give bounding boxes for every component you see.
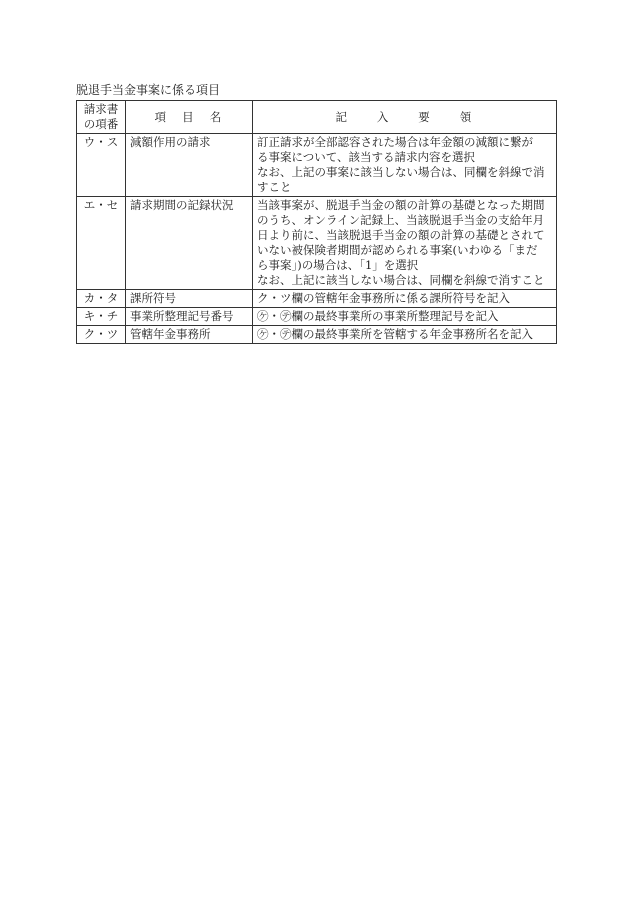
- row-item: 管轄年金事務所: [126, 326, 253, 344]
- header-number-line2: の項番: [83, 117, 119, 131]
- header-instructions: 記 入 要 領: [253, 101, 557, 134]
- instruction-line: 訂正請求が全部認容された場合は年金額の減額に繋が: [257, 135, 533, 149]
- instruction-line: ら事案」)の場合は、「1」を選択: [257, 258, 419, 272]
- instruction-line: のうち、オンライン記録上、当該脱退手当金の支給年月: [257, 213, 545, 227]
- table-row: [77, 197, 557, 290]
- row-instructions: [253, 134, 557, 197]
- table-row: [77, 134, 557, 197]
- instruction-line: ク・ツ欄の管轄年金事務所に係る課所符号を記入: [257, 291, 510, 305]
- instruction-line: いない被保険者期間が認められる事案(いわゆる「まだ: [257, 243, 538, 257]
- table-row: [77, 308, 557, 326]
- row-item: 事業所整理記号番号: [126, 308, 253, 326]
- row-number: カ・タ: [77, 290, 126, 308]
- row-instructions: [253, 326, 557, 344]
- row-number: ウ・ス: [77, 134, 126, 197]
- header-number: [77, 101, 126, 134]
- instruction-line: 当該事案が、脱退手当金の額の計算の基礎となった期間: [257, 198, 545, 212]
- row-number: キ・チ: [77, 308, 126, 326]
- header-item: 項 目 名: [126, 101, 253, 134]
- row-instructions: [253, 197, 557, 290]
- row-number: エ・セ: [77, 197, 126, 290]
- items-table: [76, 100, 557, 344]
- row-number: ク・ツ: [77, 326, 126, 344]
- row-item: 減額作用の請求: [126, 134, 253, 197]
- instruction-line: ㋘・㋢欄の最終事業所の事業所整理記号を記入: [257, 309, 499, 323]
- section-title: 脱退手当金事案に係る項目: [76, 83, 221, 97]
- row-item: 課所符号: [126, 290, 253, 308]
- instruction-line: ㋘・㋢欄の最終事業所を管轄する年金事務所名を記入: [257, 327, 533, 341]
- row-instructions: [253, 290, 557, 308]
- instruction-line: る事案について、該当する請求内容を選択: [257, 150, 476, 164]
- instruction-line: なお、上記の事案に該当しない場合は、同欄を斜線で消: [257, 165, 545, 179]
- table-row: [77, 290, 557, 308]
- instruction-line: すこと: [257, 180, 292, 194]
- instruction-line: なお、上記に該当しない場合は、同欄を斜線で消すこと: [257, 273, 545, 287]
- row-item: 請求期間の記録状況: [126, 197, 253, 290]
- table-row: [77, 326, 557, 344]
- table-header-row: [77, 101, 557, 134]
- row-instructions: [253, 308, 557, 326]
- header-number-line1: 請求書: [83, 102, 119, 116]
- instruction-line: 日より前に、当該脱退手当金の額の計算の基礎とされて: [257, 228, 545, 242]
